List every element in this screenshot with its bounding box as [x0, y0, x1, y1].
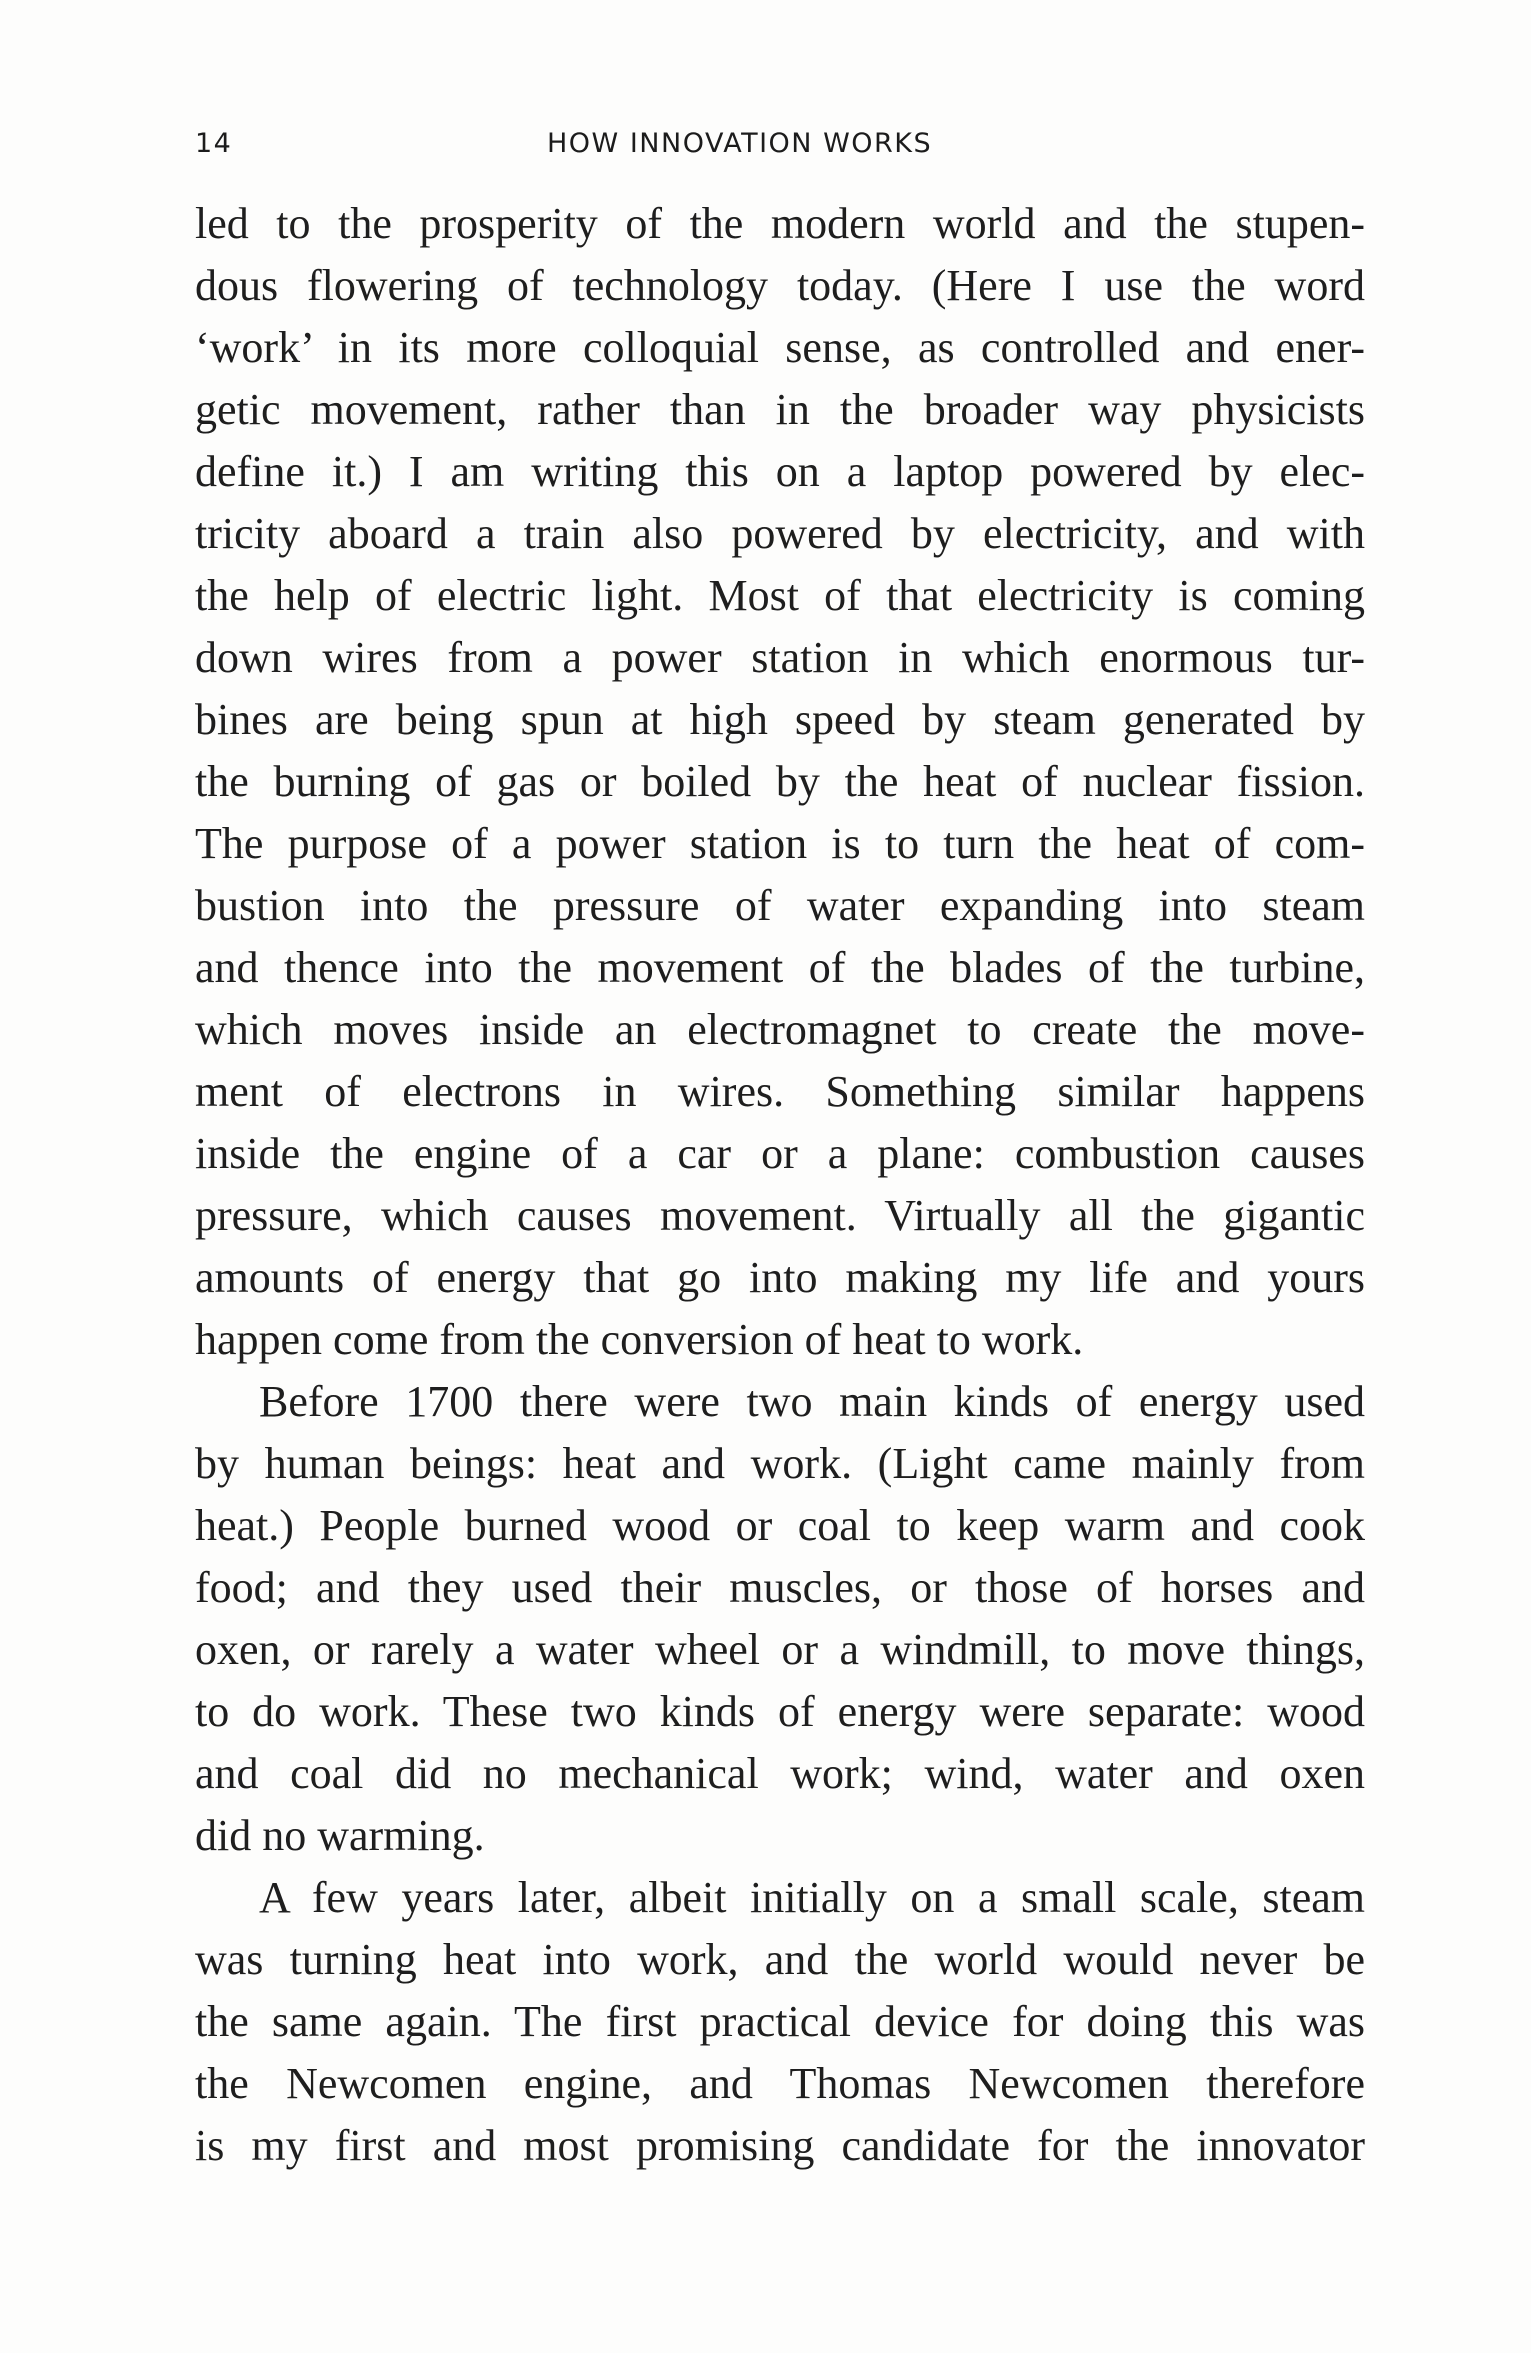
text-line: happen come from the conversion of heat to work. [195, 1315, 1084, 1364]
text-line: the burning of gas or boiled by the heat of nuclear fission. [195, 757, 1365, 806]
text-line: by human beings: heat and work. (Light came mainly from [195, 1439, 1365, 1488]
text-line: was turning heat into work, and the world would never be [195, 1935, 1365, 1984]
text-line: oxen, or rarely a water wheel or a windmill, to move things, [195, 1625, 1365, 1674]
running-head [195, 128, 1365, 168]
paragraph-3 [195, 1867, 1365, 2177]
text-line: is my first and most promising candidate for the innovator [195, 2121, 1365, 2170]
text-line: food; and they used their muscles, or those of horses and [195, 1563, 1365, 1612]
paragraph-2 [195, 1371, 1365, 1867]
text-line: down wires from a power station in which enormous tur- [195, 633, 1365, 682]
paragraph-1 [195, 193, 1365, 1371]
text-line: inside the engine of a car or a plane: combustion causes [195, 1129, 1365, 1178]
body-text [195, 193, 1365, 2177]
text-line: ‘work’ in its more colloquial sense, as controlled and ener- [195, 323, 1365, 372]
text-line: led to the prosperity of the modern world and the stupen- [195, 199, 1365, 248]
text-line: the Newcomen engine, and Thomas Newcomen therefore [195, 2059, 1365, 2108]
text-line: The purpose of a power station is to turn the heat of com- [195, 819, 1365, 868]
text-line: tricity aboard a train also powered by electricity, and with [195, 509, 1365, 558]
text-line: did no warming. [195, 1811, 485, 1860]
text-line: ment of electrons in wires. Something similar happens [195, 1067, 1365, 1116]
text-line: the same again. The first practical device for doing this was [195, 1997, 1365, 2046]
text-line: bines are being spun at high speed by steam generated by [195, 695, 1365, 744]
text-line: getic movement, rather than in the broader way physicists [195, 385, 1365, 434]
text-line: define it.) I am writing this on a laptop powered by elec- [195, 447, 1365, 496]
text-line: bustion into the pressure of water expanding into steam [195, 881, 1365, 930]
text-line: and coal did no mechanical work; wind, water and oxen [195, 1749, 1365, 1798]
text-line: which moves inside an electromagnet to create the move- [195, 1005, 1365, 1054]
text-line: Before 1700 there were two main kinds of energy used [259, 1377, 1365, 1426]
text-line: heat.) People burned wood or coal to keep warm and cook [195, 1501, 1365, 1550]
text-line: the help of electric light. Most of that electricity is coming [195, 571, 1365, 620]
text-line: to do work. These two kinds of energy were separate: wood [195, 1687, 1365, 1736]
text-line: and thence into the movement of the blades of the turbine, [195, 943, 1365, 992]
text-line: A few years later, albeit initially on a small scale, steam [259, 1873, 1365, 1922]
text-line: amounts of energy that go into making my life and yours [195, 1253, 1365, 1302]
running-title: HOW INNOVATION WORKS [547, 128, 933, 159]
text-line: dous flowering of technology today. (Here I use the word [195, 261, 1365, 310]
text-line: pressure, which causes movement. Virtually all the gigantic [195, 1191, 1365, 1240]
page-number: 14 [195, 128, 233, 159]
